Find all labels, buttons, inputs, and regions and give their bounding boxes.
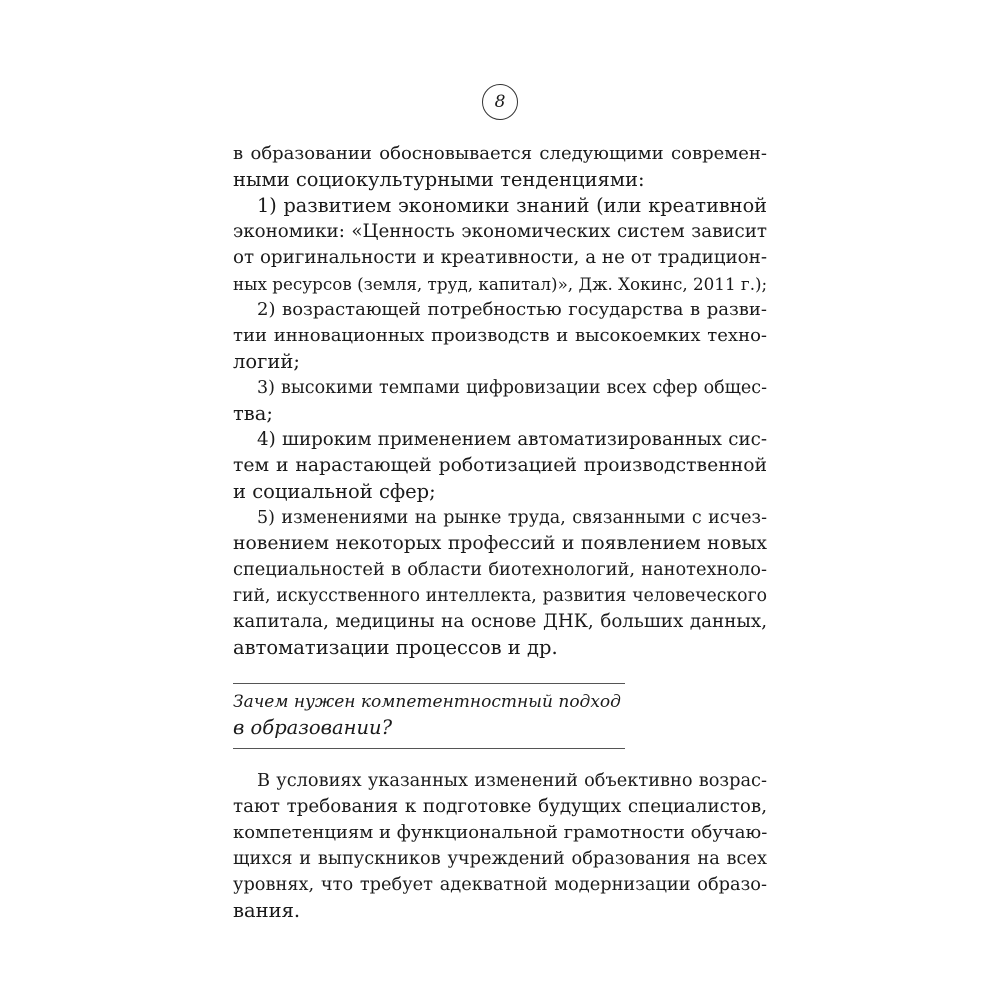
list-item-2: 2) возрастающей потребностью государства в разви-: [257, 299, 767, 320]
section-heading: [233, 683, 625, 749]
text-line: щихся и выпускников учреждений образования на всех: [233, 849, 767, 869]
text-line: ных ресурсов (земля, труд, капитал)», Дж. Хокинс, 2011 г.);: [233, 274, 768, 294]
text-line: вания.: [233, 899, 301, 922]
list-item-3: 3) высокими темпами цифровизации всех сфер общес-: [257, 378, 767, 398]
text-line: в образовании обосновывается следующими современ-: [233, 143, 767, 164]
body-text-bottom: [233, 768, 767, 924]
page-number: 8: [482, 84, 518, 120]
text-line: капитала, медицины на основе ДНК, больших данных,: [233, 611, 767, 632]
list-item-4: 4) широким применением автоматизированных сис-: [257, 429, 767, 450]
text-line: компетенциям и функциональной грамотности обучаю-: [233, 822, 768, 843]
heading-line: в образовании?: [233, 716, 393, 739]
text-line: ными социокультурными тенденциями:: [233, 168, 645, 191]
text-line: уровнях, что требует адекватной модернизации образо-: [233, 875, 767, 895]
text-line: гий, искусственного интеллекта, развития человеческого: [233, 586, 767, 606]
text-line: от оригинальности и креативности, а не от традицион-: [233, 247, 767, 268]
heading-line: Зачем нужен компетентностный подход: [233, 692, 621, 712]
text-line: тии инновационных производств и высокоемких техно-: [233, 325, 767, 346]
text-line: экономики: «Ценность экономических систем зависит: [233, 221, 767, 242]
text-line: В условиях указанных изменений объективно возрас-: [257, 771, 767, 791]
text-line: логий;: [233, 350, 300, 373]
text-line: специальностей в области биотехнологий, нанотехноло-: [233, 560, 767, 580]
text-line: тва;: [233, 402, 273, 425]
list-item-1: 1) развитием экономики знаний (или креативной: [257, 194, 767, 217]
text-line: автоматизации процессов и др.: [233, 636, 558, 659]
text-line: тем и нарастающей роботизацией производственной: [233, 455, 767, 476]
text-line: тают требования к подготовке будущих специалистов,: [233, 796, 767, 817]
body-text-top: [233, 141, 767, 661]
text-line: новением некоторых профессий и появлением новых: [233, 533, 767, 554]
list-item-5: 5) изменениями на рынке труда, связанными с исчез-: [257, 508, 767, 528]
text-line: и социальной сфер;: [233, 480, 436, 503]
